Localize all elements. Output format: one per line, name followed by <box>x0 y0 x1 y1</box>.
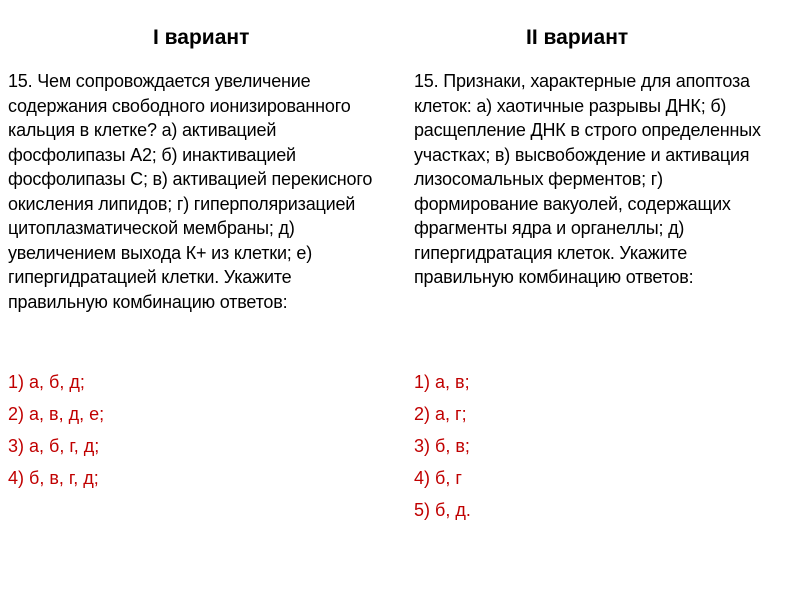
variant-2-answer-5: 5) б, д. <box>414 500 471 520</box>
variant-1-answer-3: 3) а, б, г, д; <box>8 436 100 456</box>
variant-1-answer-1: 1) а, б, д; <box>8 372 85 392</box>
variant-2-answer-2: 2) а, г; <box>414 404 467 424</box>
variant-1-answer-list <box>8 366 104 494</box>
variant-1-question: 15. Чем сопровождается увеличение содержания свободного ионизированного кальция в клетке? а) активацией фосфолипазы А2; б) инактивацией фосфолипазы С; в) активацией перекисного окисления липидов; г) гиперполяризацией цитоплазматической мембраны; д) увеличением выхода К+ из клетки; е) гипергидратацией клетки. Укажите правильную комбинацию ответов: <box>8 71 373 312</box>
variant-2-answer-4: 4) б, г <box>414 468 462 488</box>
variant-1-answer-2: 2) а, в, д, е; <box>8 404 105 424</box>
variant-2-heading: II вариант <box>526 26 629 49</box>
variant-2-answer-3: 3) б, в; <box>414 436 470 456</box>
variant-1-answer-4: 4) б, в, г, д; <box>8 468 99 488</box>
variant-2-question: 15. Признаки, характерные для апоптоза клеток: а) хаотичные разрывы ДНК; б) расщепление ДНК в строго определенных участках; в) высвобождение и активация лизосомальных ферментов; г) формирование вакуолей, содержащих фрагменты ядра и органеллы; д) гипергидратация клеток. Укажите правильную комбинацию ответов: <box>414 71 761 287</box>
variant-1-heading: I вариант <box>153 26 250 49</box>
variant-2-answer-list <box>414 366 471 526</box>
variant-2-answer-1: 1) а, в; <box>414 372 470 392</box>
